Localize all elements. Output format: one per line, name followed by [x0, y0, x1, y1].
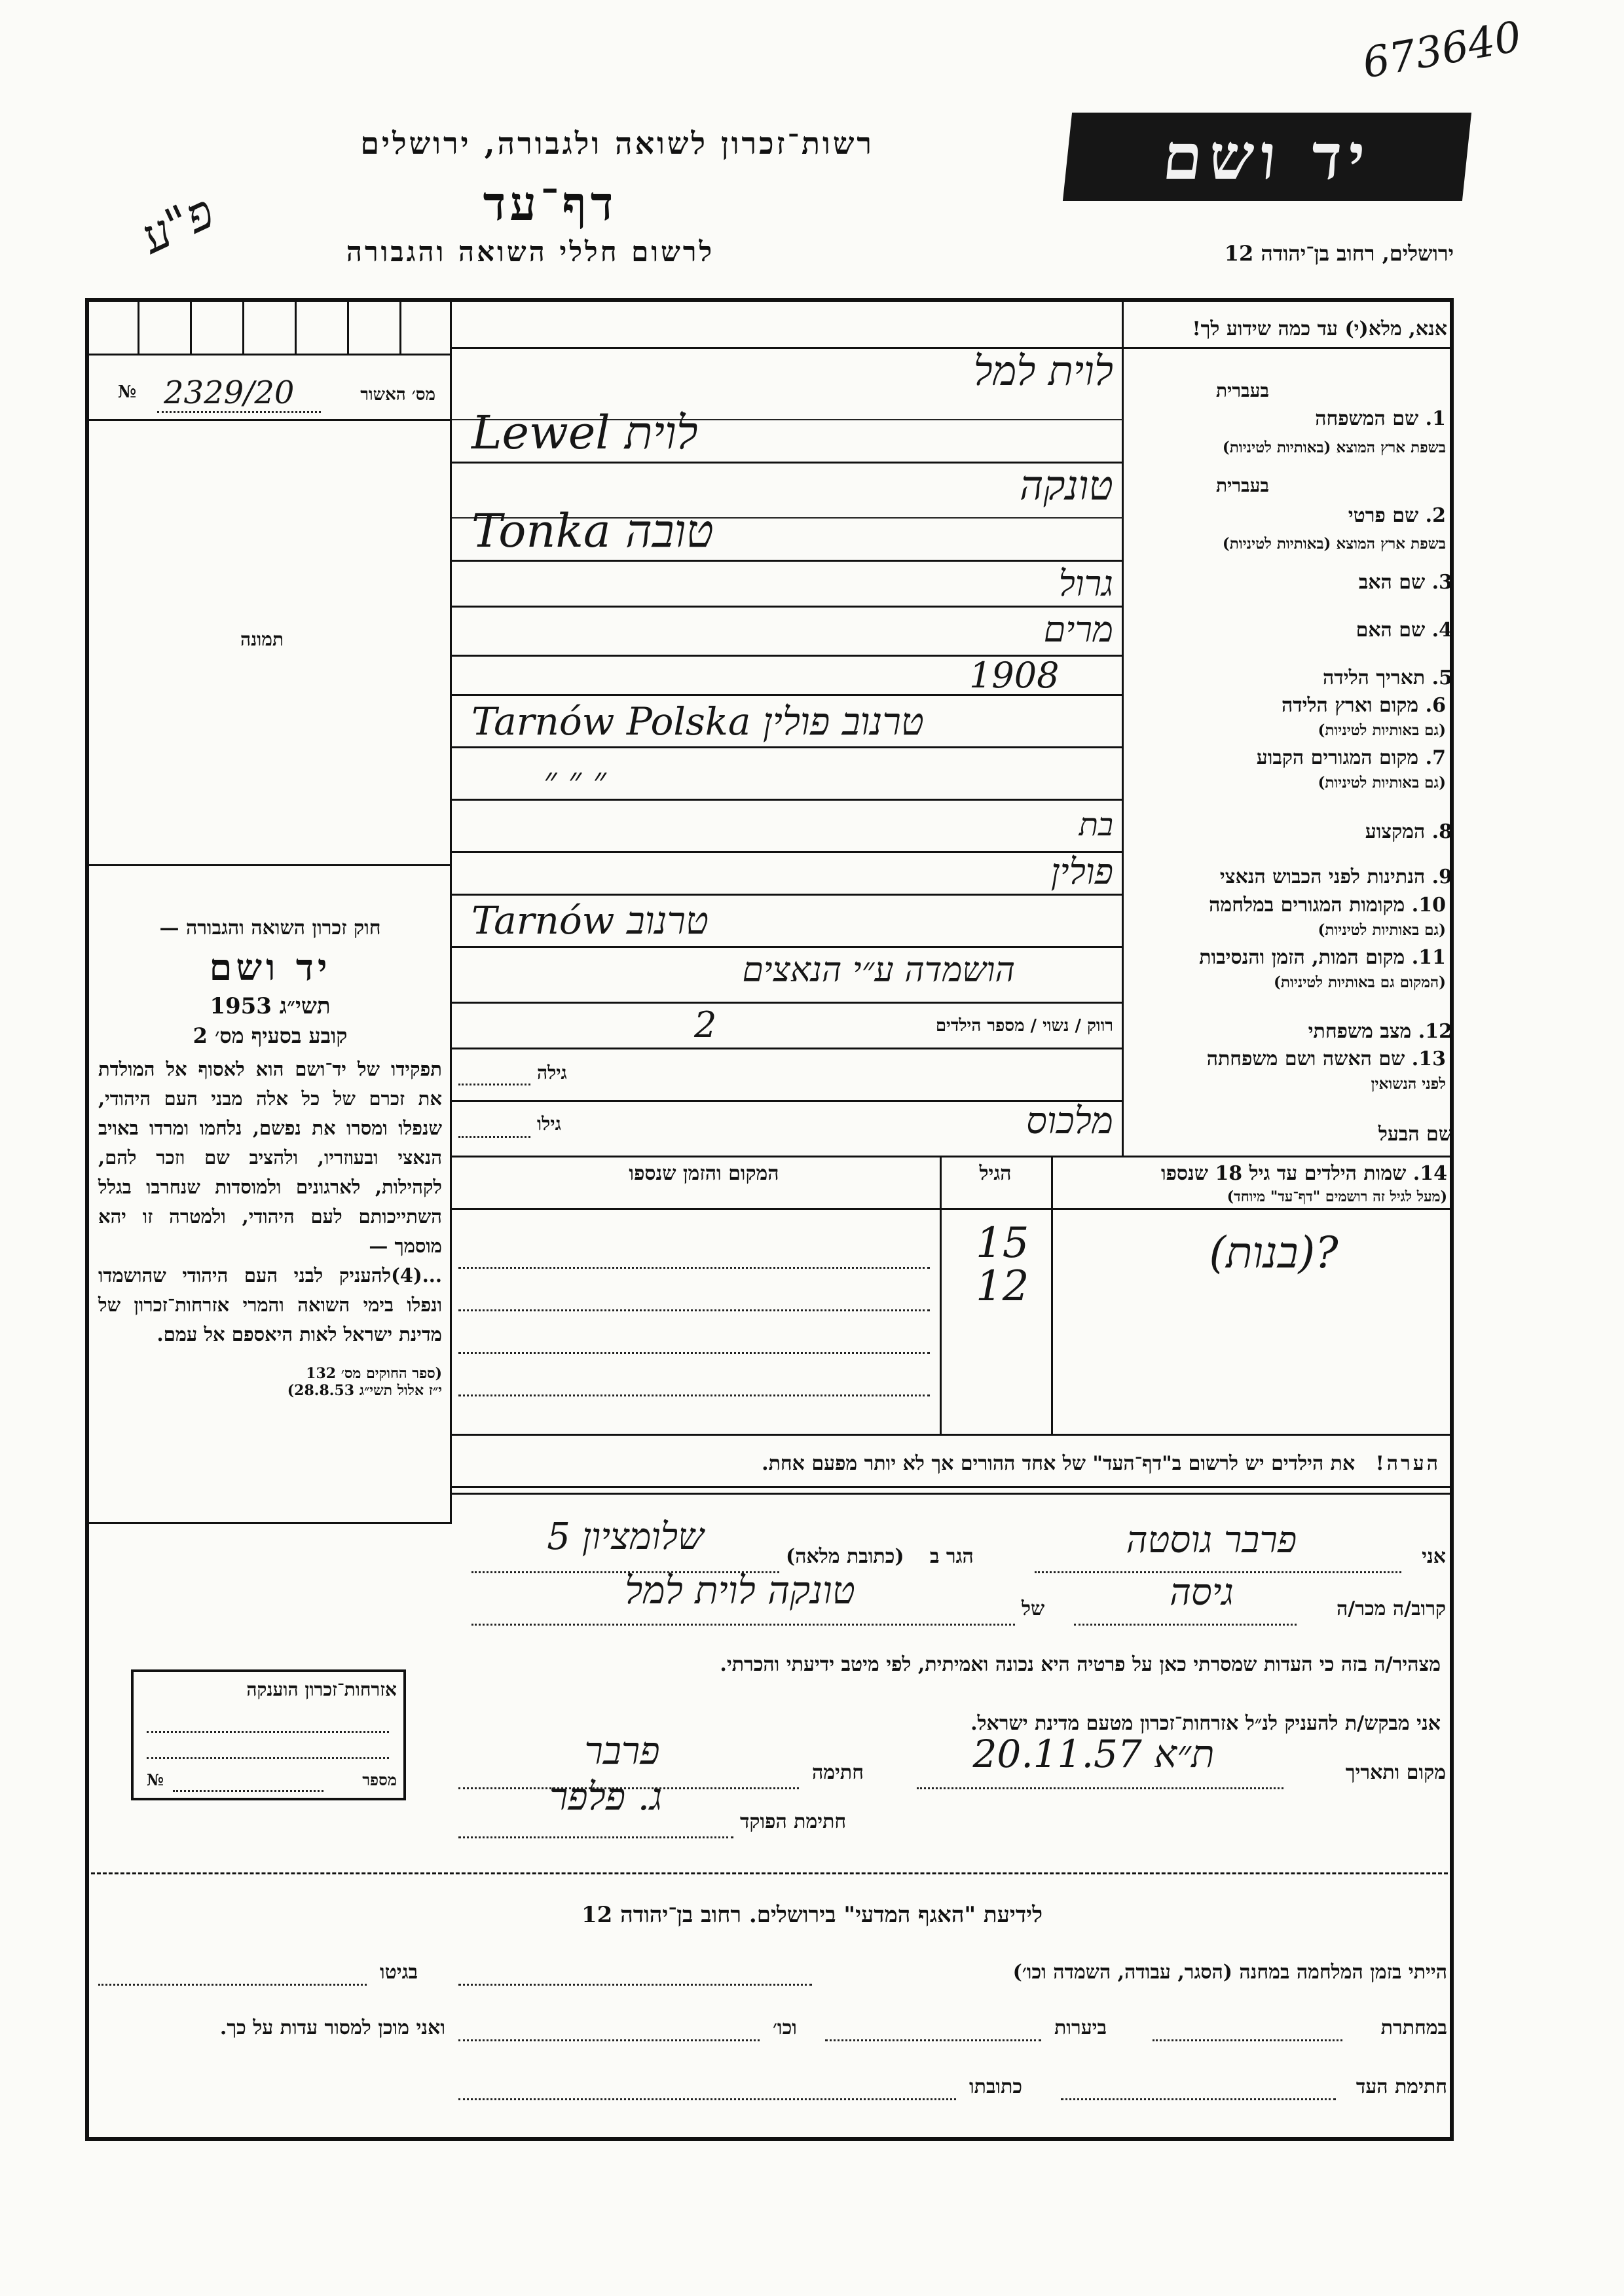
field-name: שם המשפחה [1315, 407, 1419, 430]
marital-options: רווק / נשוי / מספר הילדים [935, 1016, 1113, 1036]
first-name-latin: Tonka טובה [471, 504, 714, 558]
children-sublabel: (מעל לגיל זה רושמים "דף־עד" מיוחד) [1227, 1188, 1447, 1205]
form-subtitle: לרשום חללי השואה והגבורה [346, 236, 715, 268]
father-name-value: גרול [1058, 563, 1113, 604]
decl-of-value: טונקה לוית למל [625, 1568, 855, 1613]
decl-signature-value: פרבר [584, 1728, 660, 1773]
field-sublabel: בשפת ארץ המוצא (באותיות לטיניות) [1222, 439, 1446, 456]
handwritten-corner-mark: פ"ע [132, 183, 222, 264]
decl-place-date-value: ת״א 20.11.57 [972, 1732, 1215, 1776]
mother-name-value: מרים [1043, 609, 1113, 650]
field-number: 1. [1425, 407, 1446, 430]
law-name: יד ושם [209, 946, 331, 989]
field-label [1315, 407, 1446, 430]
field-wartime-residence: 10. מקומות המגורים במלחמה (גם באותיות לטיניות) [1209, 894, 1446, 939]
field-sublabel: לפני הנשואין [1371, 1075, 1446, 1093]
field-sublabel: (גם באותיות לטיניות) [1318, 921, 1446, 939]
husband-age-label: גילו [537, 1113, 561, 1135]
decl-ani: אני [1422, 1545, 1446, 1568]
law-body-2: ...(4)להעניק לבני העם היהודי שהושמדו ונפלו בימי השואה והמרי אזרחות־זכרון של מדינת ישראל לאות היאספם אל עמם. [98, 1264, 442, 1345]
children-count-value: 2 [694, 1004, 717, 1046]
top-instruction: אנא, מלא(י) עד כמה שידוע לך! [1192, 318, 1447, 340]
decl-addr-paren: (כתובת מלאה) [786, 1545, 904, 1568]
org-line: רשות־זכרון לשואה ולגבורה, ירושלים [360, 126, 874, 161]
approval-label: מס׳ האשור [360, 385, 435, 405]
law-block [98, 917, 442, 1399]
wartime-residence-value: Tarnów טרנוב [471, 898, 709, 943]
field-mother-name: 4. שם האם [1356, 619, 1452, 642]
law-year: תשי״ג 1953 [210, 993, 331, 1019]
birth-place-value: Tarnów Polska טרנוב פולין [471, 699, 924, 744]
marital-status-line [655, 1004, 1113, 1048]
field-tag: בעברית [1215, 380, 1269, 401]
field-sublabel: (גם באותיות לטיניות) [1318, 721, 1446, 739]
family-name-hebrew: לוית למל [973, 347, 1113, 395]
first-name-hebrew: טונקה [1020, 462, 1113, 509]
form-title: דף־עד [483, 175, 618, 231]
law-title: חוק זכרון השואה והגבורה — [159, 917, 381, 939]
archive-number: 673640 [1359, 12, 1525, 88]
org-address: ירושלים, רחוב בן־יהודה 12 [1224, 241, 1454, 266]
field-birth-date: 5. תאריך הלידה [1323, 666, 1452, 689]
children-header: 14. שמות הילדים עד גיל 18 שנספו (מעל לגיל זה רושמים "דף־עד" מיוחד) [1160, 1162, 1447, 1205]
decl-place-date-label: מקום ותאריך [1345, 1761, 1446, 1784]
law-ref: (ספר החוקים מס׳ 132 [306, 1365, 442, 1382]
field-tag: בעברית [1215, 475, 1269, 496]
footer-line2-b: ביערות [1054, 2016, 1107, 2039]
note-text: את הילדים יש לרשום ב"דף־העד" של אחד ההורים אך לא יותר מפעם אחת. [762, 1452, 1356, 1475]
decl-officer-label: חתימת הפוקד [740, 1810, 847, 1833]
decl-of-label: של [1022, 1597, 1045, 1620]
birth-date-value: 1908 [969, 655, 1060, 696]
field-birth-place: 6. מקום וארץ הלידה (גם באותיות לטיניות) [1281, 694, 1446, 739]
footer-title: לידיעת "האגף המדעי" בירושלים. רחוב בן־יהודה 12 [581, 1902, 1043, 1928]
citizenship-title: אזרחות־זכרון הוענקה [246, 1679, 397, 1700]
footer-line3-a: חתימת העד [1356, 2075, 1447, 2098]
field-wife-name: 13. שם האשה ושם משפחתה לפני הנשואין [1206, 1048, 1446, 1093]
field-father-name: 3. שם האב [1358, 571, 1452, 594]
citizenship-box [131, 1669, 406, 1800]
decl-officer-value: ג. פלפר [549, 1774, 663, 1819]
approval-value: 2329/20 [164, 374, 295, 411]
footer-line2-c: וכו׳ [773, 2016, 797, 2039]
yad-vashem-logo [1063, 113, 1471, 201]
profession-value: בת [1079, 807, 1113, 843]
child-age-1: 15 [976, 1219, 1029, 1267]
death-value: הושמדה ע״י הנאצים [742, 951, 1015, 990]
field-family-name [1125, 380, 1452, 465]
law-body: תפקידו של יד־ושם הוא לאסוף אל המולדת את זכרם של כל אלה מבני העם היהודי, שנפלו ומסרו את נפשם, נלחמו ומרדו באויב הנאצי ובעוזריו, ולהציב שם וזכר להם, לקהילות, לארגונים ולמוסדות שנחרבו בגלל השתייכותם לעם היהודי, ולמטרה זו יהא מוסמך — [98, 1058, 442, 1257]
logo-text: יד ושם [1159, 120, 1375, 194]
law-clause: קובע בסעיף מס׳ 2 [193, 1023, 348, 1048]
decl-resides-label: הגר ב [930, 1545, 974, 1568]
decl-address-value: שלומציון 5 [547, 1516, 704, 1558]
field-profession: 8. המקצוע [1365, 820, 1452, 843]
footer-line1-b: בגיטו [380, 1961, 418, 1984]
footer-line1-a: הייתי בזמן המלחמה במחנה (הסגר, עבודה, השמדה וכו׳) [1012, 1961, 1447, 1984]
note-label: הערה! [1375, 1452, 1441, 1475]
field-death: 11. מקום המות, הזמן והנסיבות (המקום גם באותיות לטיניות) [1199, 946, 1446, 991]
decl-name-value: פרבר גוסטה [1126, 1519, 1297, 1561]
child-age-2: 12 [976, 1262, 1029, 1311]
wife-age-label: גילה [537, 1062, 567, 1084]
citizenship-number-prefix: № [147, 1770, 164, 1789]
photo-label: תמונה [240, 629, 284, 650]
field-husband-name: שם הבעל [1378, 1123, 1452, 1146]
field-sublabel: (גם באותיות לטיניות) [1318, 774, 1446, 792]
decl-request: אני מבקש/ת להעניק לנ״ל אזרחות־זכרון מטעם מדינת ישראל. [970, 1712, 1441, 1735]
field-nationality: 9. הנתינות לפני הכבוש הנאצי [1219, 866, 1452, 888]
field-sublabel: (המקום גם באותיות לטיניות) [1274, 974, 1446, 991]
field-label: 2. שם פרטי [1348, 504, 1446, 527]
footer-line3-b: כתובתו [969, 2075, 1023, 2098]
decl-statement: מצהיר/ה בזה כי העדות שמסרתי כאן על פרטיה היא נכונה ואמיתית, לפי מיטב ידיעתי והכרתי. [720, 1653, 1441, 1676]
family-name-latin: Lewel לוית [471, 406, 698, 460]
citizenship-number-label: מספר [362, 1770, 397, 1789]
note-row [458, 1452, 1441, 1475]
decl-relation-value: גיסה [1170, 1571, 1234, 1614]
nationality-value: פולין [1050, 851, 1113, 892]
children-age-header: הגיל [979, 1162, 1012, 1185]
children-names-value: ?(בנות) [1209, 1228, 1338, 1278]
field-sublabel: בשפת ארץ המוצא (באותיות לטיניות) [1222, 535, 1446, 553]
law-ref-2: י״ז אלול תשי״ג 28.8.53) [287, 1382, 442, 1399]
decl-relation-label: קרוב/ה מכר/ה [1337, 1597, 1446, 1620]
field-marital-status: 12. מצב משפחתי [1308, 1020, 1452, 1043]
approval-number [111, 374, 439, 412]
field-first-name [1125, 475, 1452, 560]
footer-line2-a: במחתרת [1380, 2016, 1447, 2039]
husband-name-value: מלכוס [1026, 1100, 1113, 1142]
field-residence: 7. מקום המגורים הקבוע (גם באותיות לטיניות) [1256, 746, 1446, 792]
footer-line2-d: ואני מוכן למסור עדות על כך. [219, 2016, 445, 2039]
residence-value: ״ ״ ״ [544, 759, 606, 801]
approval-prefix: № [118, 382, 137, 402]
children-place-header: המקום והזמן שנספו [629, 1162, 779, 1185]
decl-signature-label: חתימה [812, 1761, 864, 1784]
